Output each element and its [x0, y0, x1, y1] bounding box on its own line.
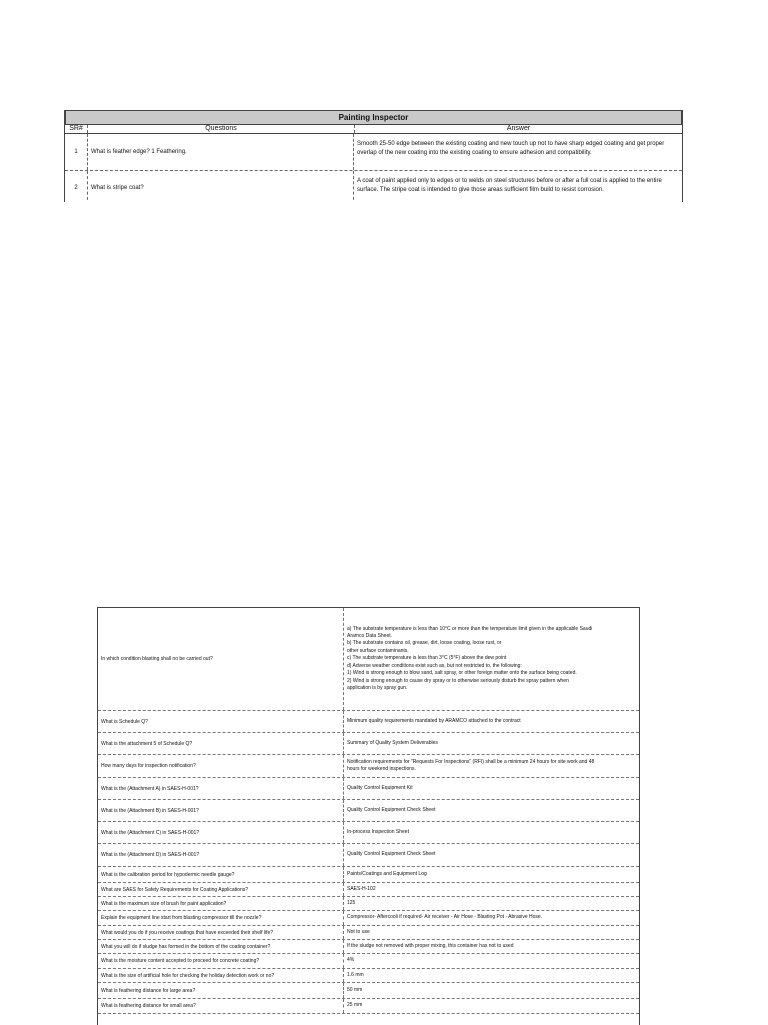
- table-row: [98, 926, 639, 940]
- table-title: Painting Inspector: [65, 110, 682, 125]
- answer-line: Quality Control Equipment Kit: [347, 784, 413, 791]
- table-row: [98, 983, 639, 999]
- table-row: [98, 778, 639, 800]
- table-row: [98, 608, 639, 711]
- answer-line: d) Adverse weather conditions exist such as, but not restricted to, the following:: [347, 662, 522, 669]
- row-question: What is the attachment 5 of Schedule Q?: [98, 733, 344, 754]
- answer-line: a) The substrate temperature is less than 10°C or more than the temperature limit given in the applicable Saudi: [347, 625, 593, 632]
- answer-line: 50 mm: [347, 986, 363, 993]
- table-header-row: [65, 125, 682, 134]
- answer-line: 4%: [347, 957, 355, 964]
- row-question: What are SAES for Safety Requirements for Coating Applications?: [98, 883, 344, 896]
- row-answer: [344, 867, 639, 882]
- row-answer: [344, 822, 639, 843]
- row-sr: 2: [65, 171, 88, 202]
- answer-line: b) The substrate contains oil, grease, dirt, loose coating, loose rust, or: [347, 640, 502, 647]
- table-row: [98, 969, 639, 983]
- row-question: What is feathering distance for large area?: [98, 983, 344, 998]
- answer-line: 25 mm: [347, 1002, 363, 1009]
- table-row: [98, 883, 639, 897]
- qa-table: [97, 607, 640, 1025]
- row-answer: A coat of paint applied only to edges or to welds on steel structures before or after a full coat is applied to the entire surface. The stripe coat is intended to give those areas sufficient film build to resist corrosion.: [357, 178, 662, 193]
- row-answer: [344, 608, 639, 710]
- row-answer: [344, 940, 639, 953]
- row-question: What is the calibration period for hypodermic needle gauge?: [98, 867, 344, 882]
- table-row: [65, 134, 682, 171]
- row-answer: [344, 755, 639, 777]
- row-answer: [344, 969, 639, 982]
- table-row: [98, 940, 639, 954]
- answer-line: Quality Control Equipment Check Sheet: [347, 806, 436, 813]
- painting-inspector-table: [64, 110, 683, 202]
- answer-line: In-process Inspection Sheet: [347, 828, 409, 835]
- answer-line: Aramco Data Sheet.: [347, 633, 393, 640]
- row-answer: Smooth 25-50 edge between the existing coating and new touch up not to have sharp edged coating and get proper overlap of the new coating into the existing coating to ensure adhesion and compatibility.: [357, 141, 665, 156]
- answer-line: Quality Control Equipment Check Sheet: [347, 851, 436, 858]
- answer-line: Notification requirements for "Requests For Inspections" (RFI) shall be a minimum 24 hours for site work and 48: [347, 758, 595, 765]
- row-question: What is the (Attachment C) in SAES-H-001?: [98, 822, 344, 843]
- row-answer: [344, 954, 639, 968]
- row-question: What you will do if sludge has formed in the bottom of the coating container?: [98, 940, 344, 953]
- answer-line: Summary of Quality System Deliverables: [347, 739, 438, 746]
- header-questions: Questions: [88, 125, 355, 133]
- header-sr: SR#: [65, 125, 88, 133]
- row-answer: [344, 733, 639, 754]
- table-row: [98, 897, 639, 911]
- table-row: [98, 867, 639, 883]
- header-answer: Answer: [506, 125, 531, 132]
- answer-line: Not to use: [347, 928, 370, 935]
- row-question: What is the maximum size of brush for paint application?: [98, 897, 344, 910]
- row-answer: [344, 926, 639, 939]
- row-question: What is the (Attachment B) in SAES-H-001?: [98, 800, 344, 821]
- answer-line: 1) Wind is strong enough to blow sand, salt spray, or other foreign matter onto the surface being coated.: [347, 670, 577, 677]
- table-row: [98, 911, 639, 926]
- row-question: In which condition blasting shall no be carried out?: [98, 608, 344, 710]
- row-answer: [344, 983, 639, 998]
- row-question: What is the size of artificial hole for checking the holiday detection work or no?: [98, 969, 344, 982]
- row-sr: 1: [65, 134, 88, 170]
- table-row: [98, 844, 639, 867]
- table-row: [98, 800, 639, 822]
- row-question: What is feathering distance for small area?: [98, 999, 344, 1013]
- row-question: What is Schedule Q?: [98, 711, 344, 732]
- row-answer: [344, 844, 639, 866]
- answer-line: If the sludge not removed with proper mixing, this container has not to used: [347, 942, 514, 949]
- row-answer: [344, 883, 639, 896]
- row-question: What is the moisture content accepted to proceed for concrete coating?: [98, 954, 344, 968]
- table-row: [98, 755, 639, 778]
- answer-line: hours for weekend inspections.: [347, 766, 416, 772]
- row-question: What is the (Attachment A) in SAES-H-001?: [98, 778, 344, 799]
- answer-line: Compressor- Aftercooli if required- Air receiver - Air Hose - Blasting Pot - Abrasive Hose.: [347, 914, 543, 921]
- answer-line: Paints/Coatings and Equipment Log: [347, 870, 427, 877]
- row-question: What is the (Attachment D) in SAES-H-001?: [98, 844, 344, 866]
- row-answer: [344, 999, 639, 1013]
- row-answer: [344, 897, 639, 910]
- table-row: [98, 822, 639, 844]
- table-row: [65, 171, 682, 202]
- answer-line: Minimum quality requirements mandated by ARAMCO attached to the contract: [347, 717, 521, 724]
- answer-line: c) The substrate temperature is less than 3°C (5°F) above the dew point: [347, 655, 507, 662]
- row-answer: [344, 800, 639, 821]
- answer-line: 2) Wind is strong enough to cause dry spray or to otherwise seriously disturb the spray pattern when: [347, 677, 569, 684]
- answer-line: other surface contaminants.: [347, 647, 409, 654]
- answer-line: application is by spray gun.: [347, 684, 408, 691]
- table-row: [98, 954, 639, 969]
- row-answer: [344, 911, 639, 925]
- row-question: How many days for inspection notification?: [98, 755, 344, 777]
- answer-line: 1.6 mm: [347, 971, 364, 978]
- answer-line: 125: [347, 899, 356, 906]
- row-question: What would you do if you receive coatings that have exceeded their shelf life?: [98, 926, 344, 939]
- row-answer: [344, 778, 639, 799]
- table-row: [98, 711, 639, 733]
- row-question: What is feather edge? 1 Feathering.: [88, 134, 354, 170]
- row-question: What is stripe coat?: [88, 171, 354, 202]
- table-row: [98, 733, 639, 755]
- row-answer: [344, 711, 639, 732]
- table-row: [98, 999, 639, 1014]
- row-question: Explain the equipment line start from blasting compressor till the nozzle?: [98, 911, 344, 925]
- answer-line: SAES-H-102: [347, 885, 376, 892]
